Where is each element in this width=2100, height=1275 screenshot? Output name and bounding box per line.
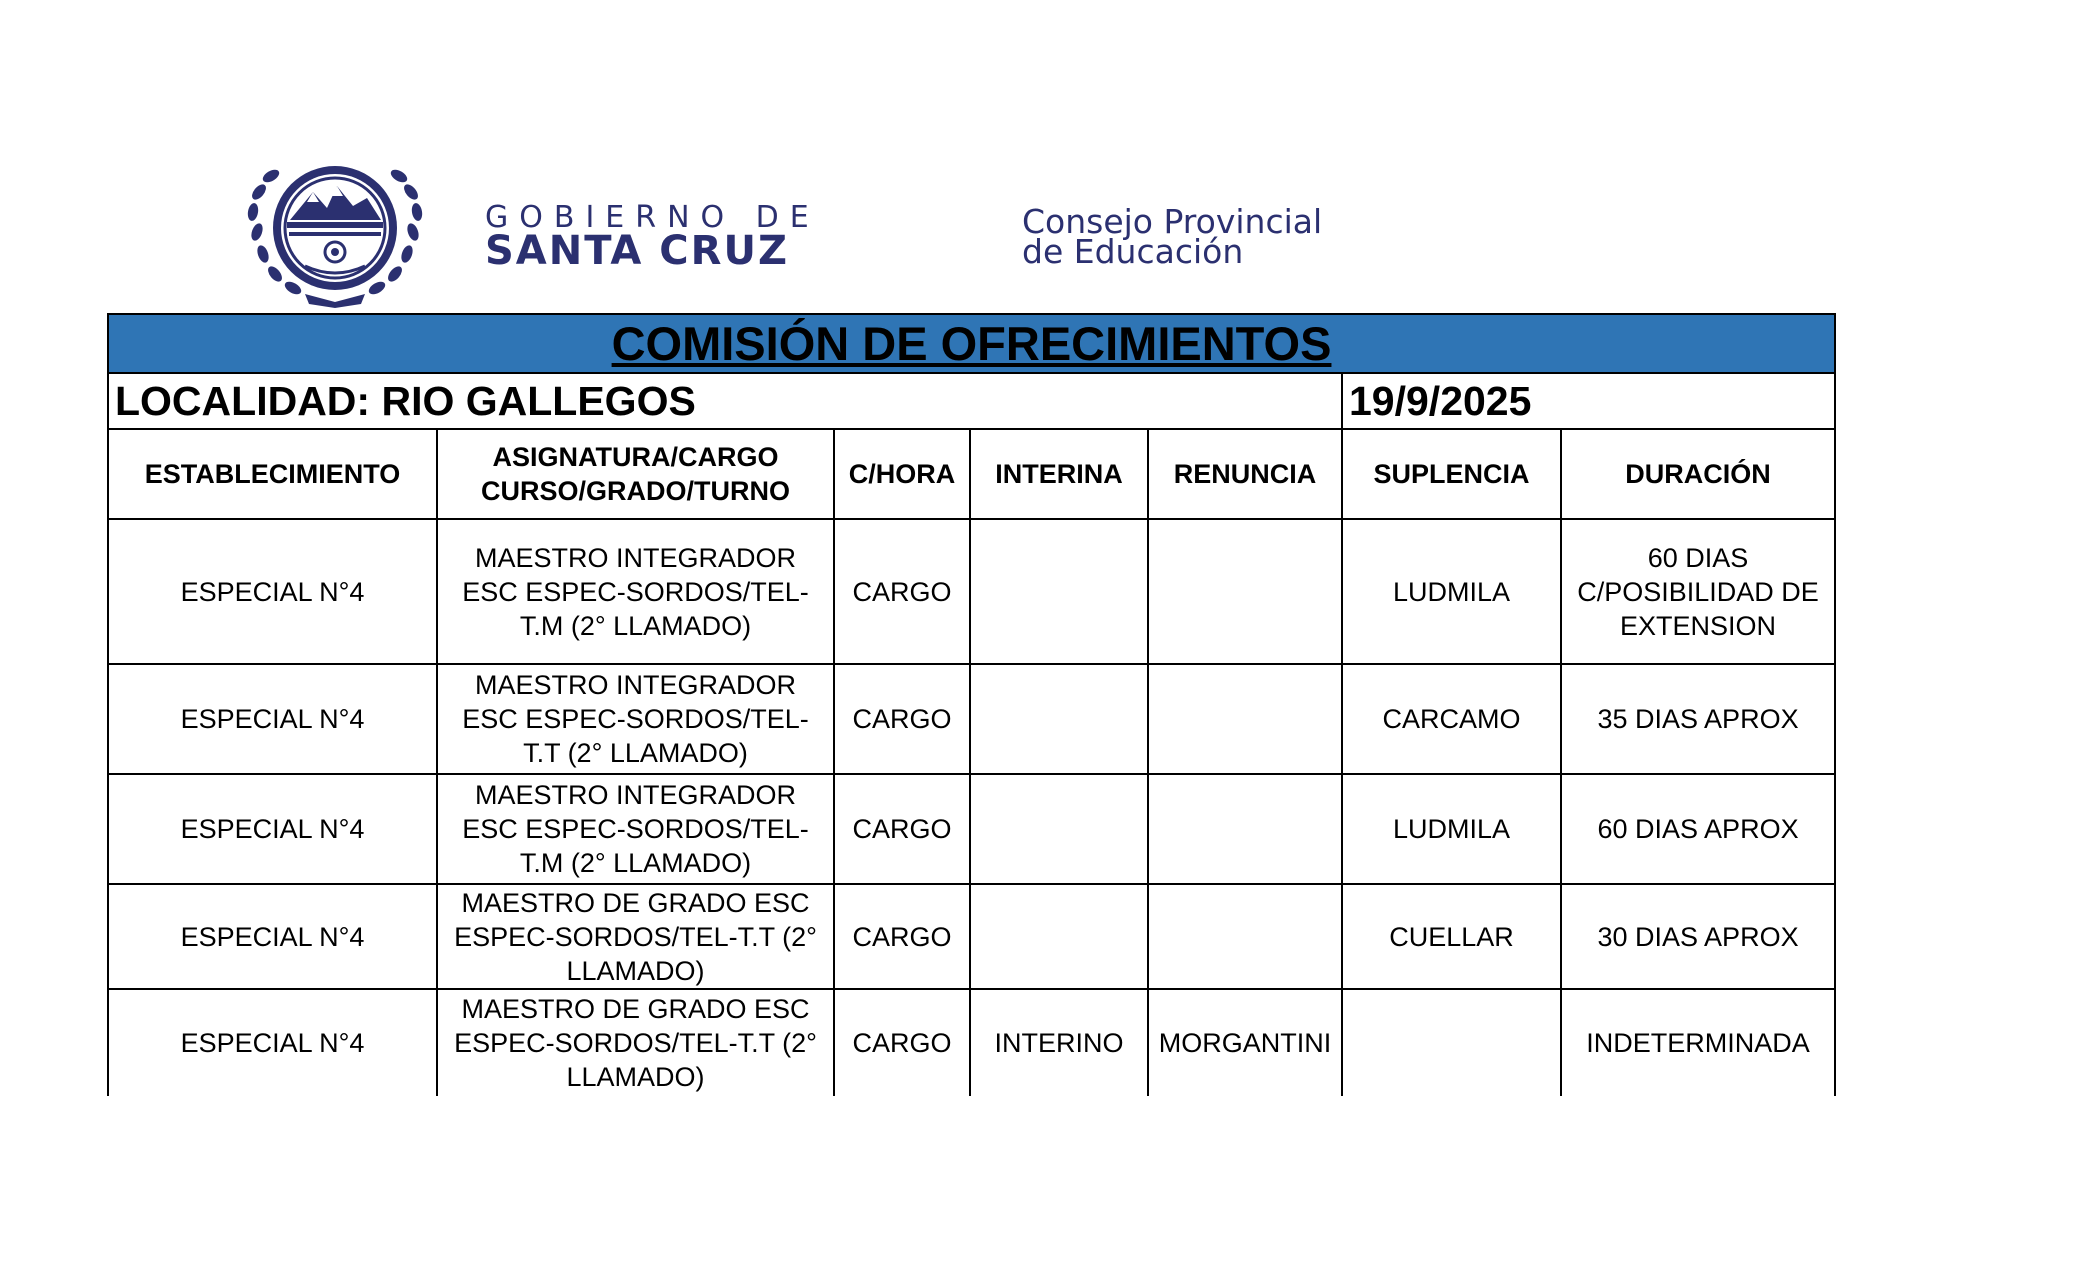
header-row [108,429,1835,519]
agency-line2: de Educación [1022,232,1244,271]
cell-establecimiento: ESPECIAL N°4 [108,519,437,664]
col-asignatura [437,429,834,519]
cell-interina [970,664,1148,774]
cell-asignatura: MAESTRO INTEGRADOR ESC ESPEC-SORDOS/TEL- T.T (2° LLAMADO) [437,664,834,774]
cell-suplencia: LUDMILA [1342,519,1561,664]
agency-line1: Consejo Provincial [1022,202,1323,241]
cell-duracion: INDETERMINADA [1561,989,1835,1096]
col-duracion: DURACIÓN [1561,429,1835,519]
cell-suplencia: LUDMILA [1342,774,1561,884]
cell-chora: CARGO [834,884,970,989]
table-title: COMISIÓN DE OFRECIMIENTOS [108,314,1835,373]
offerings-table [107,313,1836,1096]
location-row [108,373,1835,429]
cell-renuncia: MORGANTINI [1148,989,1342,1096]
col-chora: C/HORA [834,429,970,519]
cell-interina [970,519,1148,664]
col-suplencia: SUPLENCIA [1342,429,1561,519]
cell-chora: CARGO [834,664,970,774]
cell-interina [970,884,1148,989]
col-establecimiento: ESTABLECIMIENTO [108,429,437,519]
table-row [108,774,1835,884]
table-row [108,989,1835,1096]
cell-renuncia [1148,664,1342,774]
cell-establecimiento: ESPECIAL N°4 [108,884,437,989]
provincial-seal-icon [235,162,435,308]
cell-duracion: 60 DIAS APROX [1561,774,1835,884]
localidad: LOCALIDAD: RIO GALLEGOS [108,373,1342,429]
table-row [108,519,1835,664]
fecha: 19/9/2025 [1342,373,1835,429]
cell-chora: CARGO [834,519,970,664]
cell-establecimiento: ESPECIAL N°4 [108,989,437,1096]
col-asignatura-line1: ASIGNATURA/CARGO [492,442,779,472]
cell-asignatura: MAESTRO INTEGRADOR ESC ESPEC-SORDOS/TEL- T.M (2° LLAMADO) [437,519,834,664]
logo-line1: GOBIERNO DE [485,200,820,235]
cell-duracion: 30 DIAS APROX [1561,884,1835,989]
cell-suplencia [1342,989,1561,1096]
cell-asignatura: MAESTRO DE GRADO ESC ESPEC-SORDOS/TEL-T.T (2° LLAMADO) [437,884,834,989]
title-row [108,314,1835,373]
col-renuncia: RENUNCIA [1148,429,1342,519]
cell-asignatura: MAESTRO DE GRADO ESC ESPEC-SORDOS/TEL-T.T (2° LLAMADO) [437,989,834,1096]
cell-chora: CARGO [834,774,970,884]
cell-duracion: 35 DIAS APROX [1561,664,1835,774]
table-row [108,664,1835,774]
cell-chora: CARGO [834,989,970,1096]
cell-interina: INTERINO [970,989,1148,1096]
col-asignatura-line2: CURSO/GRADO/TURNO [481,476,790,506]
header-logos [235,160,1475,310]
cell-asignatura: MAESTRO INTEGRADOR ESC ESPEC-SORDOS/TEL- T.M (2° LLAMADO) [437,774,834,884]
cell-establecimiento: ESPECIAL N°4 [108,774,437,884]
col-interina: INTERINA [970,429,1148,519]
cell-renuncia [1148,774,1342,884]
cell-suplencia: CUELLAR [1342,884,1561,989]
cell-duracion: 60 DIAS C/POSIBILIDAD DE EXTENSION [1561,519,1835,664]
cell-interina [970,774,1148,884]
cell-establecimiento: ESPECIAL N°4 [108,664,437,774]
cell-renuncia [1148,519,1342,664]
table-row [108,884,1835,989]
cell-suplencia: CARCAMO [1342,664,1561,774]
logo-line2: SANTA CRUZ [485,228,789,274]
cell-renuncia [1148,884,1342,989]
